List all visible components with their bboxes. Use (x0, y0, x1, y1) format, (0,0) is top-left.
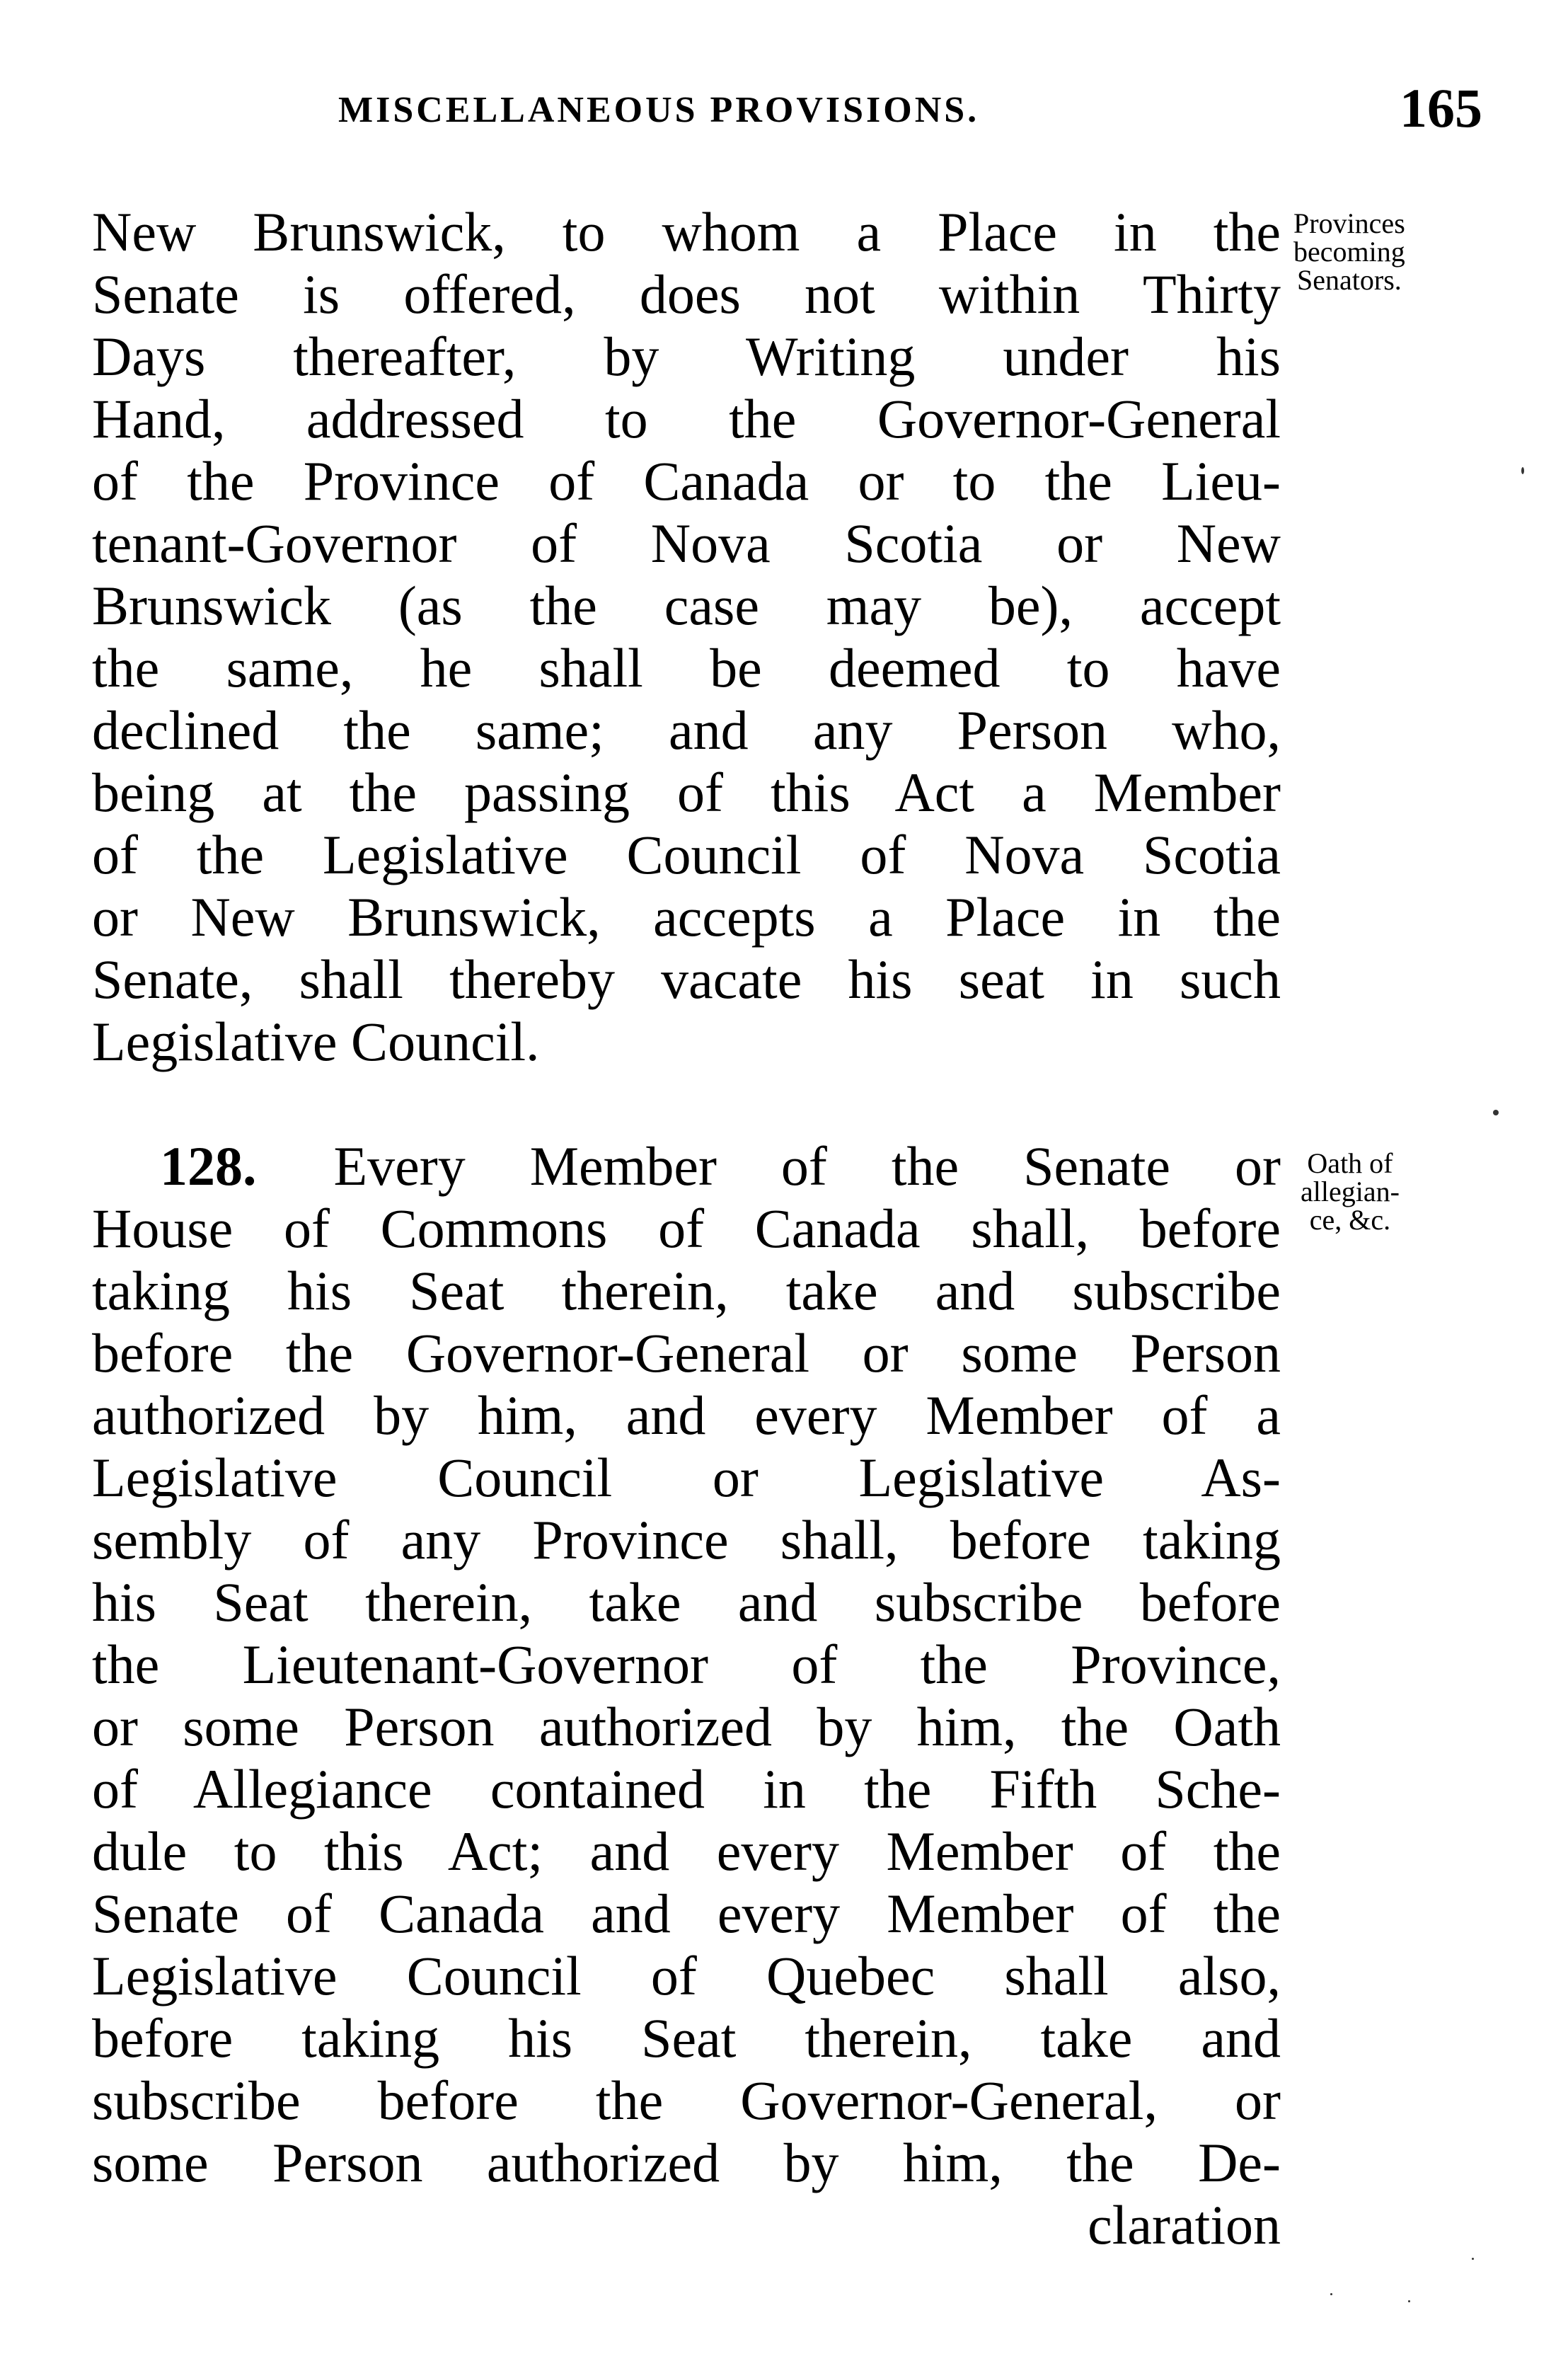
text-line: Legislative Council of Quebec shall also, (92, 1945, 1281, 2006)
text-line: taking his Seat therein, take and subscribe (92, 1260, 1281, 1321)
text-line: Days thereafter, by Writing under his (92, 326, 1281, 387)
catchword: claration (1088, 2194, 1281, 2256)
section-first-line (92, 1135, 1281, 1198)
paragraph-continuation (92, 201, 1281, 1073)
text-line: New Brunswick, to whom a Place in the (92, 201, 1281, 263)
text-line: of the Legislative Council of Nova Scotia (92, 824, 1281, 885)
section-first-line-text: Every Member of the Senate or (333, 1135, 1281, 1197)
text-line: sembly of any Province shall, before taking (92, 1509, 1281, 1571)
text-line: Brunswick (as the case may be), accept (92, 575, 1281, 636)
text-line: Legislative Council or Legislative As- (92, 1447, 1281, 1508)
section-128 (92, 1135, 1281, 2256)
page-number: 165 (1400, 77, 1482, 139)
marginal-note-provinces-becoming-senators (1293, 209, 1405, 294)
scan-speck (1521, 467, 1524, 474)
text-line: of the Province of Canada or to the Lieu- (92, 450, 1281, 512)
marginal-note-oath-of-allegiance (1301, 1149, 1400, 1234)
marginal-line: ce, &c. (1309, 1204, 1391, 1236)
text-line: authorized by him, and every Member of a (92, 1384, 1281, 1446)
running-head: MISCELLANEOUS PROVISIONS. (338, 90, 980, 130)
text-line: Hand, addressed to the Governor-General (92, 388, 1281, 449)
text-line: being at the passing of this Act a Member (92, 762, 1281, 823)
marginal-line: allegian- (1301, 1176, 1400, 1207)
text-line: subscribe before the Governor-General, or (92, 2069, 1281, 2131)
marginal-line: Provinces (1293, 207, 1405, 239)
marginal-line: Oath of (1307, 1147, 1393, 1179)
text-line: tenant-Governor of Nova Scotia or New (92, 512, 1281, 574)
text-line: Senate, shall thereby vacate his seat in such (92, 948, 1281, 1010)
text-line: dule to this Act; and every Member of the (92, 1820, 1281, 1882)
marginal-line: Senators. (1297, 264, 1402, 296)
text-line: the same, he shall be deemed to have (92, 637, 1281, 699)
scan-speck (1330, 2293, 1332, 2295)
text-line: of Allegiance contained in the Fifth Sche- (92, 1758, 1281, 1820)
text-line: before taking his Seat therein, take and (92, 2007, 1281, 2069)
text-line: or some Person authorized by him, the Oath (92, 1696, 1281, 1757)
text-line: House of Commons of Canada shall, before (92, 1198, 1281, 1259)
text-line: the Lieutenant-Governor of the Province, (92, 1634, 1281, 1695)
scan-speck (1493, 1110, 1499, 1115)
text-line: or New Brunswick, accepts a Place in the (92, 886, 1281, 948)
text-line: Senate is offered, does not within Thirty (92, 263, 1281, 325)
text-line: before the Governor-General or some Person (92, 1322, 1281, 1384)
text-line: Legislative Council. (92, 1011, 540, 1072)
text-line: declined the same; and any Person who, (92, 699, 1281, 761)
scan-speck (1472, 2258, 1474, 2260)
text-line: his Seat therein, take and subscribe before (92, 1571, 1281, 1633)
text-line: Senate of Canada and every Member of the (92, 1883, 1281, 1944)
section-number: 128. (160, 1135, 257, 1197)
marginal-line: becoming (1293, 236, 1405, 268)
text-line: some Person authorized by him, the De- (92, 2132, 1281, 2193)
scan-speck (1408, 2300, 1410, 2302)
